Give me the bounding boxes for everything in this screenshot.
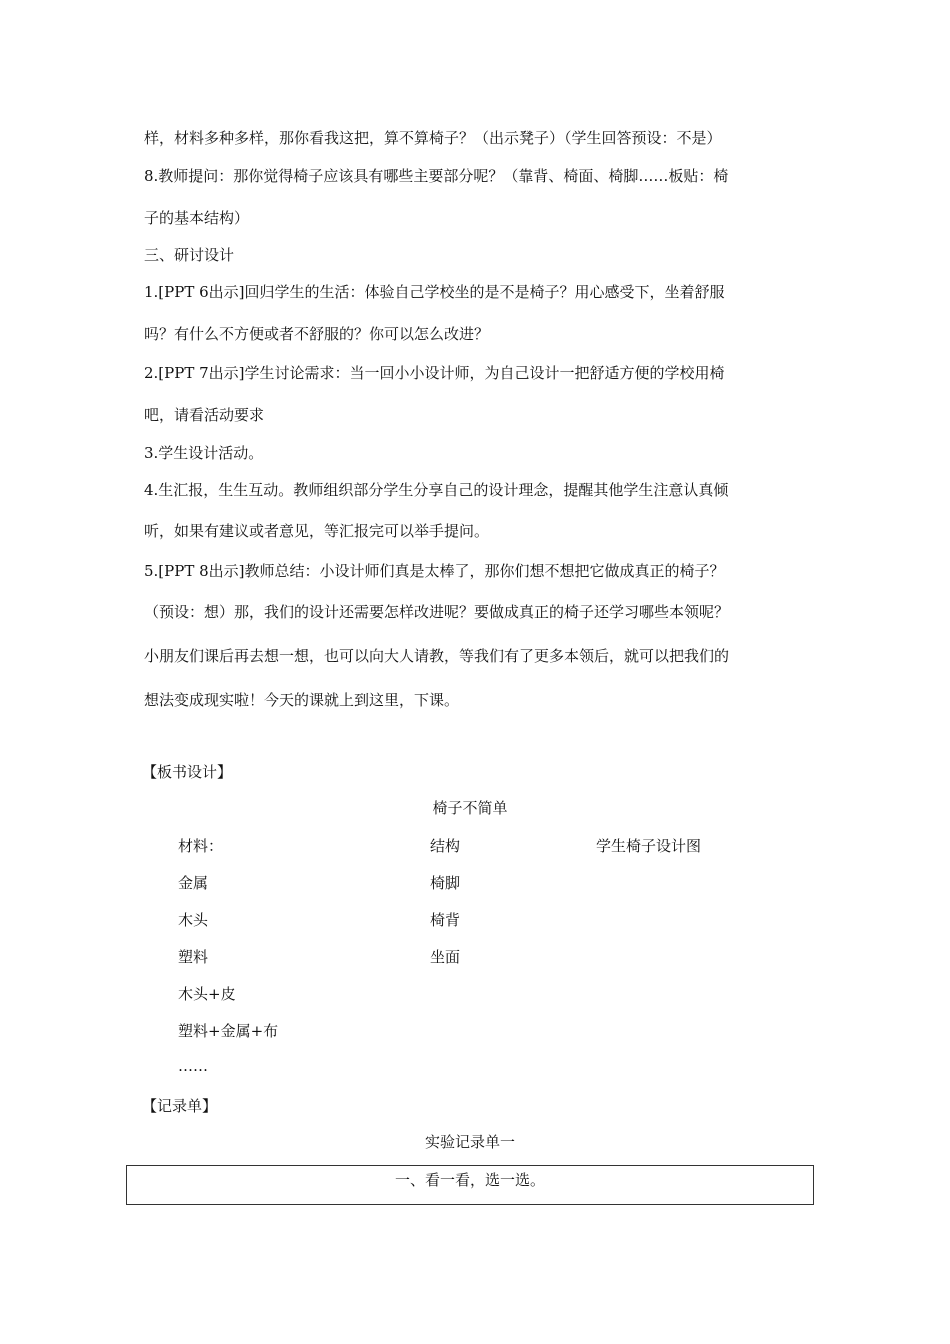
material-item: …… [178, 1057, 208, 1075]
record-title: 实验记录单一 [424, 1133, 515, 1151]
materials-label: 材料： [178, 837, 224, 855]
body-line: 5.[PPT 8出示]教师总结：小设计师们真是太棒了，那你们想不想把它做成真正的椅子？ [144, 562, 725, 580]
structure-label: 结构 [430, 837, 461, 855]
board-heading: 【板书设计】 [142, 763, 233, 781]
material-item: 木头 [178, 911, 209, 929]
body-line: 子的基本结构） [144, 209, 250, 227]
body-line: 3.学生设计活动。 [144, 444, 264, 462]
body-line: 8.教师提问：那你觉得椅子应该具有哪些主要部分呢？（靠背、椅面、椅脚……板贴：椅 [144, 167, 729, 185]
body-line: 听，如果有建议或者意见，等汇报完可以举手提问。 [144, 522, 490, 540]
material-item: 木头+皮 [178, 985, 236, 1003]
body-line: 1.[PPT 6出示]回归学生的生活：体验自己学校坐的是不是椅子？用心感受下，坐着舒服 [144, 283, 725, 301]
section-heading: 三、研讨设计 [144, 246, 235, 264]
design-label: 学生椅子设计图 [596, 837, 702, 855]
material-item: 塑料 [178, 948, 209, 966]
body-line: 样，材料多种多样，那你看我这把，算不算椅子？（出示凳子）（学生回答预设：不是） [144, 129, 722, 147]
structure-item: 椅背 [430, 911, 461, 929]
body-line: （预设：想）那，我们的设计还需要怎样改进呢？要做成真正的椅子还学习哪些本领呢？ [144, 603, 730, 621]
body-line: 小朋友们课后再去想一想，也可以向大人请教，等我们有了更多本领后，就可以把我们的 [144, 647, 730, 665]
record-table [126, 1165, 814, 1205]
record-heading: 【记录单】 [142, 1097, 218, 1115]
table-row: 一、看一看，选一选。 [394, 1171, 545, 1189]
body-line: 2.[PPT 7出示]学生讨论需求：当一回小小设计师，为自己设计一把舒适方便的学校用椅 [144, 364, 725, 382]
body-line: 吗？有什么不方便或者不舒服的？你可以怎么改进？ [144, 325, 490, 343]
material-item: 金属 [178, 874, 209, 892]
structure-item: 椅脚 [430, 874, 461, 892]
body-line: 想法变成现实啦！今天的课就上到这里，下课。 [144, 691, 460, 709]
body-line: 4.生汇报，生生互动。教师组织部分学生分享自己的设计理念，提醒其他学生注意认真倾 [144, 481, 729, 499]
structure-item: 坐面 [430, 948, 461, 966]
material-item: 塑料+金属+布 [178, 1022, 279, 1040]
board-title: 椅子不简单 [432, 799, 508, 817]
body-line: 吧，请看活动要求 [144, 406, 265, 424]
